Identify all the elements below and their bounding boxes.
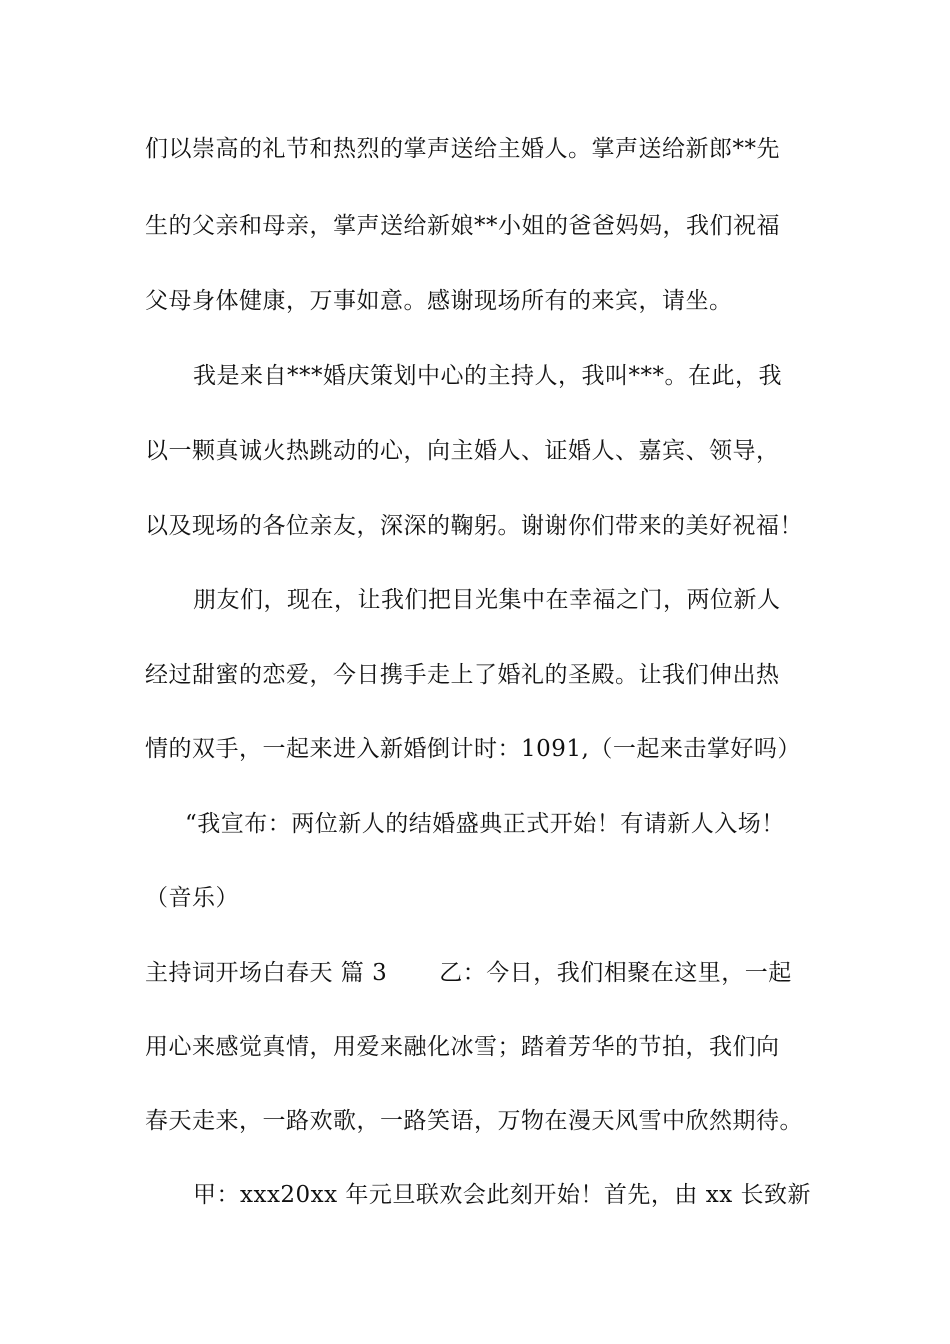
text-line: 父母身体健康，万事如意。感谢现场所有的来宾，请坐。 <box>145 288 733 314</box>
text-line: 以一颗真诚火热跳动的心，向主婚人、证婚人、嘉宾、领导， <box>145 438 780 464</box>
section-heading-line <box>145 958 792 988</box>
text-line: 朋友们，现在，让我们把目光集中在幸福之门，两位新人 <box>193 587 781 613</box>
text-line: 用心来感觉真情，用爱来融化冰雪；踏着芳华的节拍，我们向 <box>145 1034 780 1060</box>
text-line: “我宣布：两位新人的结婚盛典正式开始！有请新人入场！ <box>185 811 785 837</box>
text-line: 生的父亲和母亲，掌声送给新娘**小姐的爸爸妈妈，我们祝福 <box>145 213 780 239</box>
text-line: 我是来自***婚庆策划中心的主持人，我叫***。在此，我 <box>193 363 782 389</box>
section-heading-text: 乙：今日，我们相聚在这里，一起 <box>439 960 792 986</box>
text-line: 春天走来，一路欢歌，一路笑语，万物在漫天风雪中欣然期待。 <box>145 1108 803 1134</box>
section-heading: 主持词开场白春天 篇 3 <box>145 960 388 986</box>
text-line: 情的双手，一起来进入新婚倒计时：1091,（一起来击掌好吗） <box>145 736 801 762</box>
text-line: 经过甜蜜的恋爱，今日携手走上了婚礼的圣殿。让我们伸出热 <box>145 662 780 688</box>
text-line: （音乐） <box>145 885 239 911</box>
text-line: 以及现场的各位亲友，深深的鞠躬。谢谢你们带来的美好祝福！ <box>145 513 803 539</box>
text-line: 们以崇高的礼节和热烈的掌声送给主婚人。掌声送给新郎**先 <box>145 136 780 162</box>
text-line: 甲：xxx20xx 年元旦联欢会此刻开始！首先，由 xx 长致新 <box>193 1182 811 1208</box>
